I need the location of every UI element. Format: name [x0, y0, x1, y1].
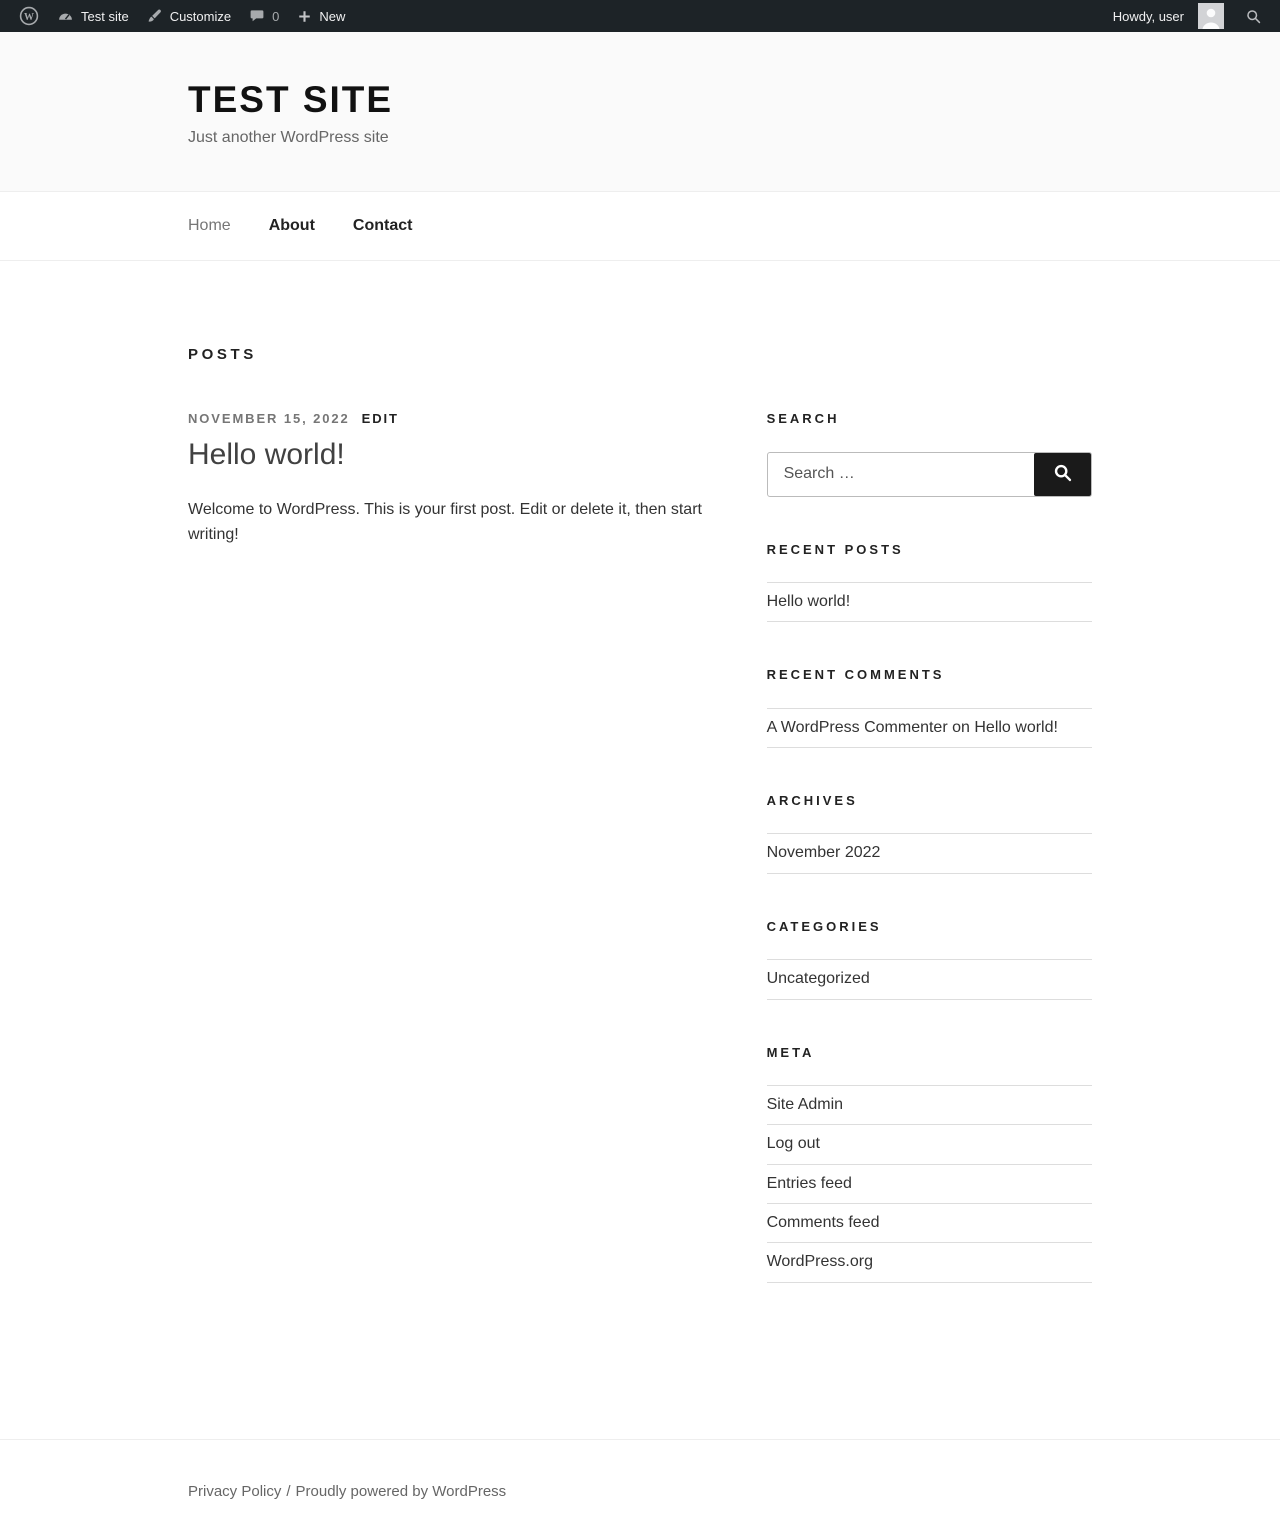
admin-bar-right: [1104, 0, 1270, 32]
post-title-link[interactable]: Hello world!: [188, 437, 345, 471]
search-form: [767, 452, 1092, 497]
nav-item-about: [250, 192, 334, 260]
admin-bar-left: [10, 0, 354, 32]
meta-wordpress-org-link[interactable]: WordPress.org: [766, 1253, 873, 1271]
site-title: [188, 78, 1092, 122]
site-title-link[interactable]: TEST SITE: [188, 79, 394, 120]
admin-bar-comments[interactable]: [240, 0, 288, 32]
edit-link-wrap: [350, 411, 399, 426]
admin-bar-search[interactable]: [1237, 0, 1270, 32]
powered-by-link[interactable]: Proudly powered by WordPress: [295, 1482, 507, 1500]
admin-bar-customize-label: Customize: [169, 8, 232, 24]
admin-bar-site-name[interactable]: [48, 0, 138, 32]
recent-posts-widget: [767, 543, 1092, 623]
nav-link-about[interactable]: About: [268, 217, 315, 235]
search-submit-button[interactable]: [1034, 453, 1091, 496]
admin-bar: [0, 0, 1280, 32]
list-item: [767, 1085, 1092, 1124]
posts-list: [188, 412, 712, 563]
nav-link-contact[interactable]: Contact: [352, 217, 413, 235]
list-item: [767, 833, 1092, 873]
entry-meta: [188, 412, 712, 426]
list-item: [767, 959, 1092, 999]
admin-bar-new[interactable]: [288, 0, 354, 32]
comment-post-link[interactable]: Hello world!: [974, 718, 1058, 736]
nav-item-contact: [334, 192, 432, 260]
recent-posts-title: RECENT POSTS: [766, 541, 904, 557]
sidebar: [767, 412, 1092, 1328]
main-navigation: [0, 191, 1280, 261]
categories-title: CATEGORIES: [766, 918, 882, 934]
comment-count-badge: 0: [272, 8, 280, 24]
meta-title: META: [766, 1044, 815, 1060]
list-item: [767, 1124, 1092, 1163]
meta-site-admin-link[interactable]: Site Admin: [766, 1095, 844, 1113]
footer-site-info: [188, 1483, 1092, 1500]
page-title: POSTS: [188, 345, 257, 363]
post-title: [188, 436, 712, 474]
recent-comments-title: RECENT COMMENTS: [766, 667, 945, 683]
meta-widget: [767, 1046, 1092, 1283]
recent-comments-widget: [767, 668, 1092, 748]
list-item: [767, 1164, 1092, 1203]
nav-link-home[interactable]: Home: [188, 217, 231, 235]
dashboard-gauge-icon: [57, 8, 74, 25]
post-date: [188, 411, 350, 426]
search-icon: [1052, 462, 1074, 487]
post-edit-link[interactable]: EDIT: [361, 411, 399, 427]
admin-bar-site-name-label: Test site: [81, 8, 129, 24]
plus-icon: [297, 9, 312, 24]
comment-connector: on: [952, 718, 970, 736]
site-tagline: Just another WordPress site: [188, 129, 389, 147]
search-widget: [767, 412, 1092, 496]
privacy-policy-link[interactable]: Privacy Policy: [188, 1482, 282, 1500]
list-item: [767, 1242, 1092, 1282]
post-date-link[interactable]: NOVEMBER 15, 2022: [188, 411, 350, 427]
comments-bubble-icon: [249, 8, 265, 24]
archive-link[interactable]: November 2022: [766, 844, 881, 862]
admin-bar-new-label: New: [319, 8, 346, 24]
categories-widget: [767, 920, 1092, 1000]
site-header: [0, 32, 1280, 191]
list-item: [767, 1203, 1092, 1242]
archives-title: ARCHIVES: [766, 793, 858, 809]
footer-separator: /: [286, 1482, 291, 1500]
admin-bar-customize[interactable]: [138, 0, 240, 32]
customize-brush-icon: [147, 8, 163, 24]
svg-text:W: W: [24, 11, 34, 23]
site-footer: [0, 1439, 1280, 1540]
list-item: [767, 582, 1092, 622]
post-body: Welcome to WordPress. This is your first post. Edit or delete it, then start writing!: [188, 501, 702, 544]
category-link[interactable]: Uncategorized: [766, 970, 870, 988]
archives-widget: [767, 794, 1092, 874]
list-item: [767, 708, 1092, 748]
wordpress-logo-icon: [19, 6, 39, 26]
admin-bar-account-menu[interactable]: [1104, 0, 1233, 32]
wordpress-logo-menu[interactable]: [10, 0, 48, 32]
user-avatar: [1198, 3, 1224, 29]
howdy-label: Howdy, user: [1112, 8, 1184, 24]
meta-log-out-link[interactable]: Log out: [766, 1135, 820, 1153]
post-article: [188, 412, 712, 547]
nav-item-home: [188, 192, 250, 260]
comment-author-link[interactable]: A WordPress Commenter: [766, 718, 948, 736]
recent-post-link[interactable]: Hello world!: [766, 593, 851, 611]
admin-search-icon: [1245, 8, 1262, 25]
site-content: [0, 261, 1280, 1439]
meta-entries-feed-link[interactable]: Entries feed: [766, 1174, 852, 1192]
meta-comments-feed-link[interactable]: Comments feed: [766, 1214, 880, 1231]
search-widget-title: SEARCH: [766, 411, 840, 427]
